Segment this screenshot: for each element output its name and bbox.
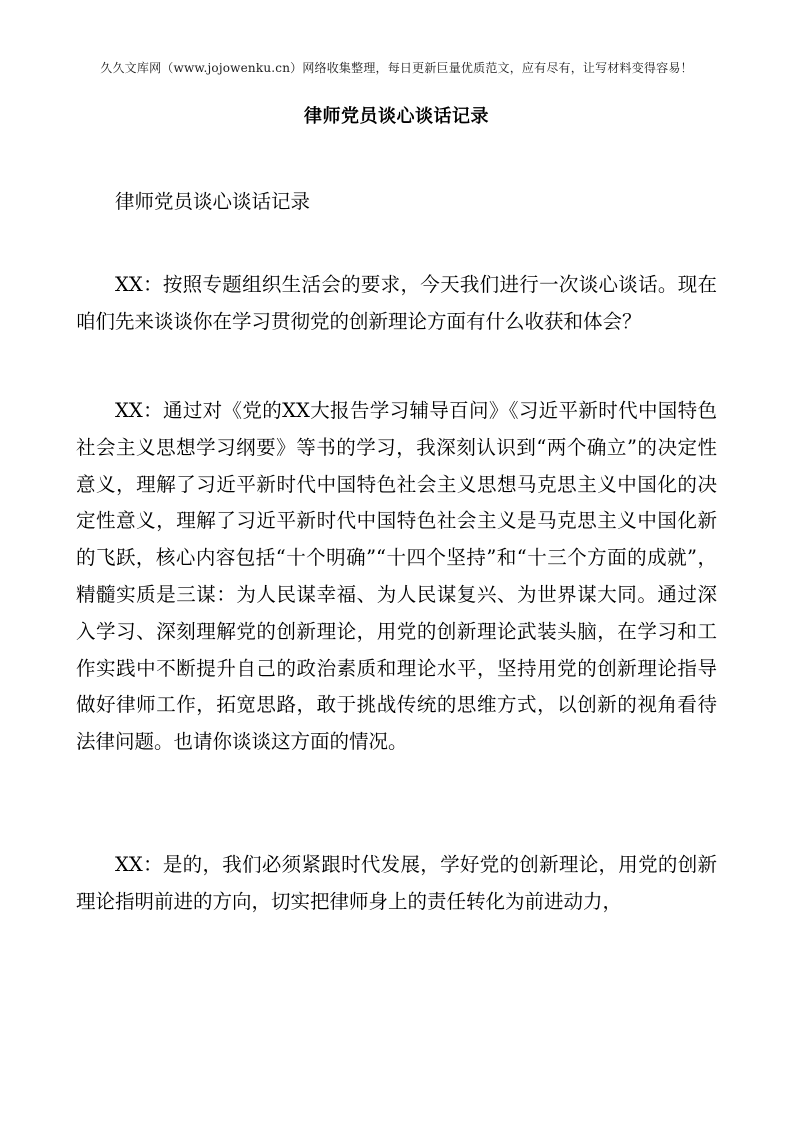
paragraph-subtitle: 律师党员谈心谈话记录 (115, 190, 311, 213)
page-header-source-note: 久久文库网（www.jojowenku.cn）网络收集整理，每日更新巨量优质范文，应有尽有，让写材料变得容易！ (100, 61, 693, 75)
document-title: 律师党员谈心谈话记录 (304, 106, 489, 127)
paragraph-response-2: XX：是的，我们必须紧跟时代发展，学好党的创新理论，用党的创新理论指明前进的方向，切实把律师身上的责任转化为前进动力， (76, 853, 717, 913)
paragraph-answer-1: XX：通过对《党的XX大报告学习辅导百问》《习近平新时代中国特色社会主义思想学习纲要》等书的学习，我深刻认识到“两个确立”的决定性意义，理解了习近平新时代中国特色社会主义思想马克思主义中国化的决定性意义，理解了习近平新时代中国特色社会主义是马克思主义中国化新的飞跃，核心内容包括“十个明确”“十四个坚持”和“十三个方面的成就”，精髓实质是三谋：为人民谋幸福、为人民谋复兴、为世界谋大同。通过深入学习、深刻理解党的创新理论，用党的创新理论武装头脑，在学习和工作实践中不断提升自己的政治素质和理论水平，坚持用党的创新理论指导做好律师工作，拓宽思路，敢于挑战传统的思维方式，以创新的视角看待法律问题。也请你谈谈这方面的情况。 (76, 399, 717, 754)
paragraph-question-1: XX：按照专题组织生活会的要求，今天我们进行一次谈心谈话。现在咱们先来谈谈你在学习贯彻党的创新理论方面有什么收获和体会？ (76, 273, 717, 333)
